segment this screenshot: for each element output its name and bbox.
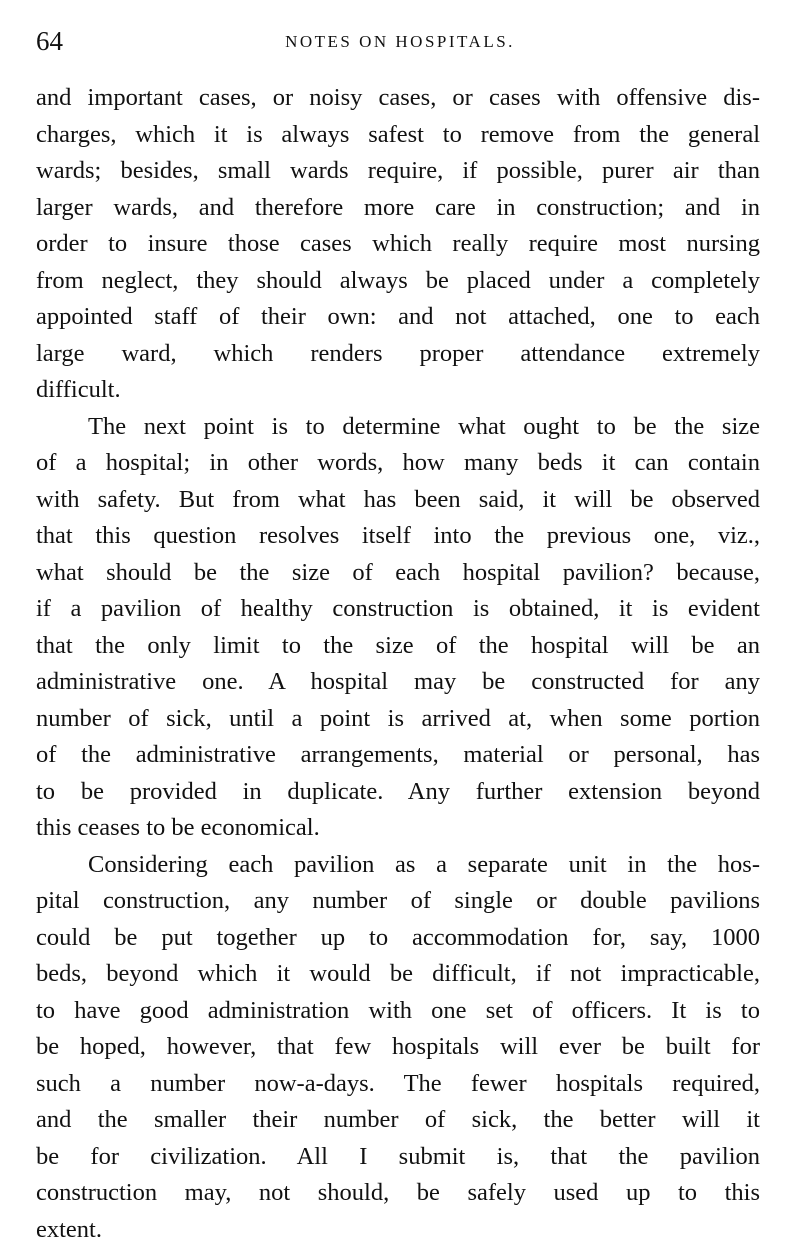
text-line: with safety. But from what has been said, it will be observed <box>36 482 760 519</box>
body-text <box>36 80 760 1248</box>
text-line: this ceases to be economical. <box>36 810 760 847</box>
text-line: number of sick, until a point is arrived at, when some portion <box>36 701 760 738</box>
text-line: wards; besides, small wards require, if possible, purer air than <box>36 153 760 190</box>
text-line: construction may, not should, be safely used up to this <box>36 1175 760 1212</box>
text-line: to have good administration with one set of officers. It is to <box>36 993 760 1030</box>
text-line: such a number now-a-days. The fewer hospitals required, <box>36 1066 760 1103</box>
text-line: if a pavilion of healthy construction is obtained, it is evident <box>36 591 760 628</box>
text-line: and the smaller their number of sick, the better will it <box>36 1102 760 1139</box>
text-line: be hoped, however, that few hospitals will ever be built for <box>36 1029 760 1066</box>
text-line: larger wards, and therefore more care in construction; and in <box>36 190 760 227</box>
text-line: to be provided in duplicate. Any further extension beyond <box>36 774 760 811</box>
text-line: charges, which it is always safest to remove from the general <box>36 117 760 154</box>
text-line: order to insure those cases which really require most nursing <box>36 226 760 263</box>
text-line: and important cases, or noisy cases, or cases with offensive dis- <box>36 80 760 117</box>
page-number: 64 <box>36 28 63 55</box>
text-line: large ward, which renders proper attendance extremely <box>36 336 760 373</box>
text-line: The next point is to determine what ought to be the size <box>36 409 760 446</box>
text-line: difficult. <box>36 372 760 409</box>
text-line: beds, beyond which it would be difficult, if not impracticable, <box>36 956 760 993</box>
text-line: pital construction, any number of single or double pavilions <box>36 883 760 920</box>
text-line: that the only limit to the size of the hospital will be an <box>36 628 760 665</box>
text-line: be for civilization. All I submit is, that the pavilion <box>36 1139 760 1176</box>
paragraph-3 <box>36 847 760 1248</box>
text-line: extent. <box>36 1212 760 1248</box>
text-line: administrative one. A hospital may be constructed for any <box>36 664 760 701</box>
text-line: what should be the size of each hospital pavilion? because, <box>36 555 760 592</box>
text-line: could be put together up to accommodation for, say, 1000 <box>36 920 760 957</box>
text-line: appointed staff of their own: and not attached, one to each <box>36 299 760 336</box>
paragraph-2 <box>36 409 760 847</box>
text-line: from neglect, they should always be placed under a completely <box>36 263 760 300</box>
text-line: of a hospital; in other words, how many beds it can contain <box>36 445 760 482</box>
text-line: that this question resolves itself into the previous one, viz., <box>36 518 760 555</box>
running-head: NOTES ON HOSPITALS. <box>0 33 800 50</box>
text-line: Considering each pavilion as a separate unit in the hos- <box>36 847 760 884</box>
paragraph-1 <box>36 80 760 409</box>
text-line: of the administrative arrangements, material or personal, has <box>36 737 760 774</box>
